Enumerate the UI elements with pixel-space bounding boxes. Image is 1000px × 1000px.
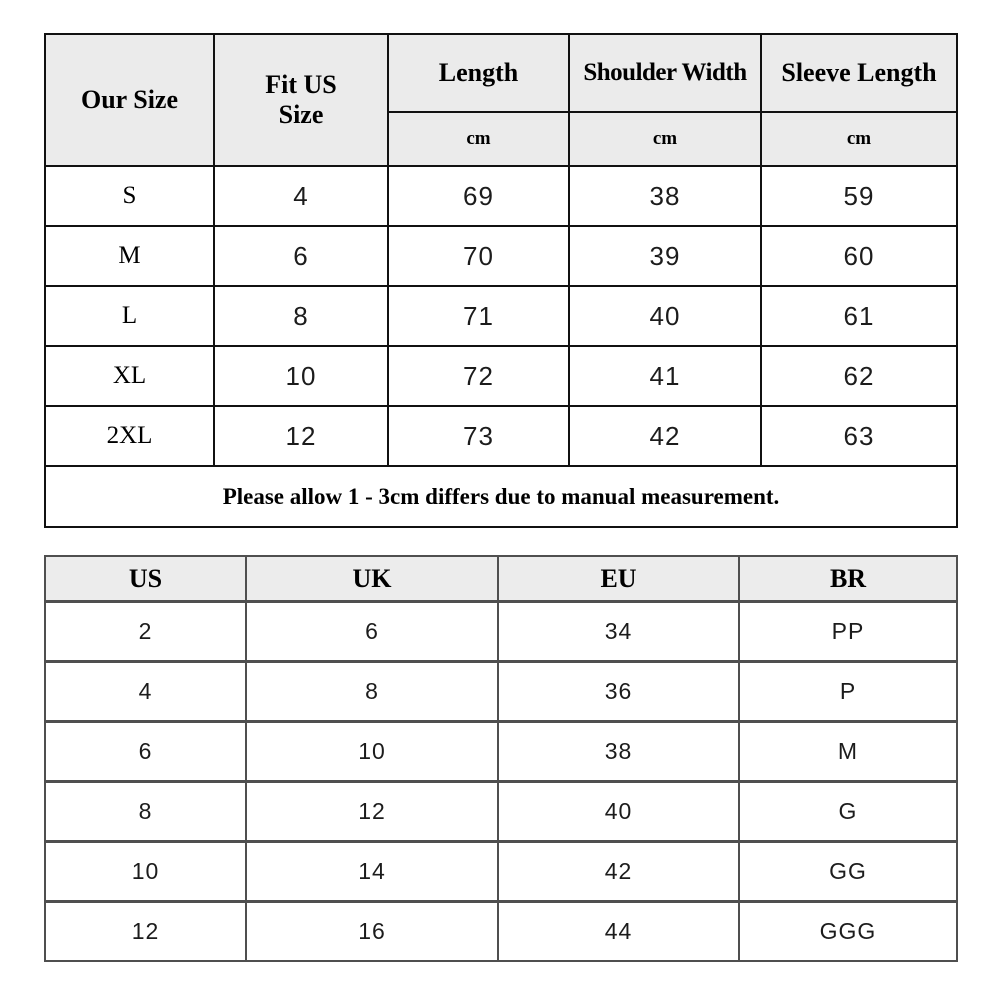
- us-value: 2: [45, 602, 246, 662]
- size-chart-table: [44, 33, 958, 528]
- conversion-table: [44, 555, 958, 962]
- shoulder-value: 41: [569, 346, 761, 406]
- length-value: 72: [388, 346, 569, 406]
- unit-shoulder-cm: cm: [569, 112, 761, 166]
- br-value: P: [739, 662, 957, 722]
- eu-value: 42: [498, 842, 739, 902]
- uk-value: 6: [246, 602, 498, 662]
- size-label: M: [45, 226, 214, 286]
- conversion-row: [45, 782, 957, 842]
- size-label: L: [45, 286, 214, 346]
- us-value: 4: [45, 662, 246, 722]
- length-value: 71: [388, 286, 569, 346]
- size-row-s: [45, 166, 957, 226]
- measurement-note: Please allow 1 - 3cm differs due to manual measurement.: [45, 466, 957, 527]
- uk-value: 8: [246, 662, 498, 722]
- length-value: 70: [388, 226, 569, 286]
- sleeve-value: 63: [761, 406, 957, 466]
- unit-sleeve-cm: cm: [761, 112, 957, 166]
- conversion-row: [45, 722, 957, 782]
- conversion-row: [45, 662, 957, 722]
- header-sleeve-length: Sleeve Length: [761, 34, 957, 112]
- size-row-l: [45, 286, 957, 346]
- size-row-2xl: [45, 406, 957, 466]
- eu-value: 36: [498, 662, 739, 722]
- size-row-xl: [45, 346, 957, 406]
- length-value: 69: [388, 166, 569, 226]
- shoulder-value: 42: [569, 406, 761, 466]
- eu-value: 38: [498, 722, 739, 782]
- uk-value: 16: [246, 902, 498, 962]
- sleeve-value: 62: [761, 346, 957, 406]
- br-value: GGG: [739, 902, 957, 962]
- us-value: 8: [45, 782, 246, 842]
- fit-us-value: 10: [214, 346, 388, 406]
- br-value: M: [739, 722, 957, 782]
- header-eu: EU: [498, 556, 739, 602]
- note-row: [45, 466, 957, 527]
- shoulder-value: 40: [569, 286, 761, 346]
- size-label: XL: [45, 346, 214, 406]
- size-row-m: [45, 226, 957, 286]
- unit-length-cm: cm: [388, 112, 569, 166]
- size-chart-header-row: [45, 34, 957, 112]
- sleeve-value: 61: [761, 286, 957, 346]
- header-br: BR: [739, 556, 957, 602]
- conversion-row: [45, 842, 957, 902]
- conversion-row: [45, 602, 957, 662]
- eu-value: 44: [498, 902, 739, 962]
- header-uk: UK: [246, 556, 498, 602]
- br-value: PP: [739, 602, 957, 662]
- shoulder-value: 38: [569, 166, 761, 226]
- br-value: GG: [739, 842, 957, 902]
- eu-value: 40: [498, 782, 739, 842]
- uk-value: 12: [246, 782, 498, 842]
- br-value: G: [739, 782, 957, 842]
- header-our-size: Our Size: [45, 34, 214, 166]
- length-value: 73: [388, 406, 569, 466]
- us-value: 10: [45, 842, 246, 902]
- shoulder-value: 39: [569, 226, 761, 286]
- size-label: S: [45, 166, 214, 226]
- uk-value: 10: [246, 722, 498, 782]
- fit-us-value: 6: [214, 226, 388, 286]
- header-length: Length: [388, 34, 569, 112]
- header-shoulder-width: Shoulder Width: [569, 34, 761, 112]
- sleeve-value: 59: [761, 166, 957, 226]
- conversion-header-row: [45, 556, 957, 602]
- header-fit-us-size: [214, 34, 388, 166]
- fit-us-value: 12: [214, 406, 388, 466]
- us-value: 6: [45, 722, 246, 782]
- eu-value: 34: [498, 602, 739, 662]
- conversion-row: [45, 902, 957, 962]
- sleeve-value: 60: [761, 226, 957, 286]
- fit-us-value: 8: [214, 286, 388, 346]
- header-fit-us-size-label: Fit US Size: [265, 70, 337, 129]
- us-value: 12: [45, 902, 246, 962]
- header-us: US: [45, 556, 246, 602]
- uk-value: 14: [246, 842, 498, 902]
- fit-us-value: 4: [214, 166, 388, 226]
- size-label: 2XL: [45, 406, 214, 466]
